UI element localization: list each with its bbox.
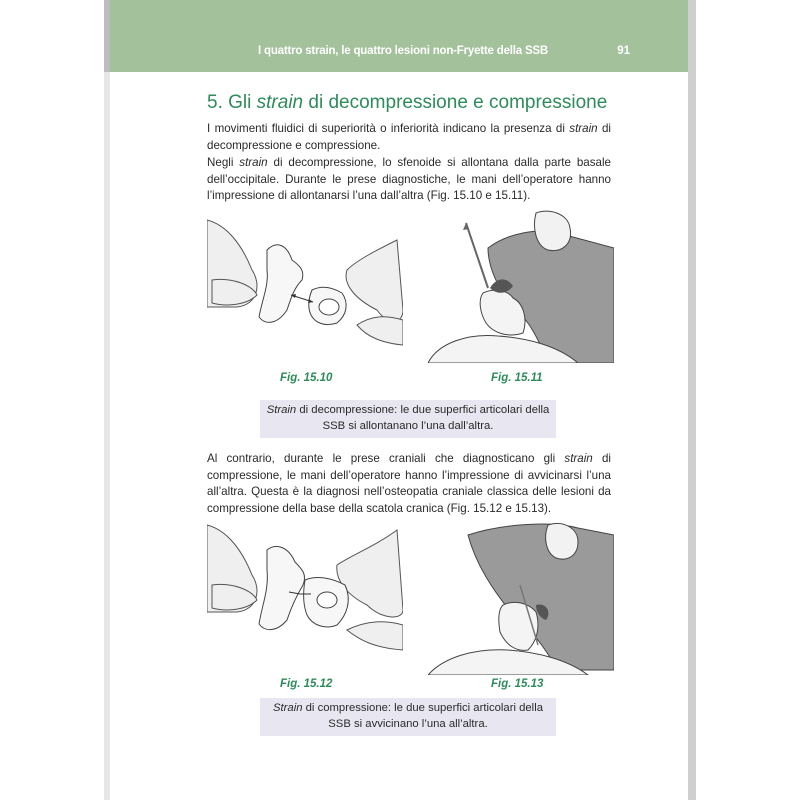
- running-head: I quattro strain, le quattro lesioni non-Fryette della SSB: [258, 45, 548, 57]
- bones-apart-drawing: [207, 215, 403, 347]
- caption-decompression: Strain di decompressione: le due superfici articolari della SSB si allontanano l’una dall’altra.: [260, 400, 556, 438]
- figure-15-10-illustration: [207, 215, 403, 347]
- figure-label-15-12: Fig. 15.12: [280, 678, 333, 690]
- operator-compression-drawing: [428, 520, 614, 675]
- book-page: [110, 0, 688, 800]
- figure-label-15-10: Fig. 15.10: [280, 372, 333, 384]
- section-title: 5. Gli strain di decompressione e compressione: [207, 92, 608, 113]
- section-number: 5.: [207, 92, 223, 113]
- page-header: [110, 0, 688, 72]
- figure-15-12-illustration: [207, 520, 403, 652]
- figure-label-15-11: Fig. 15.11: [491, 372, 543, 384]
- operator-decompression-drawing: [428, 208, 614, 363]
- figure-15-11-illustration: [428, 208, 614, 363]
- bones-together-drawing: [207, 520, 403, 652]
- viewer-scrollbar[interactable]: [688, 0, 696, 800]
- caption-compression: Strain di compressione: le due superfici articolari della SSB si avvicinano l’una all’altra.: [260, 698, 556, 736]
- figure-label-15-13: Fig. 15.13: [491, 678, 544, 690]
- paragraph-intro: I movimenti fluidici di superiorità o inferiorità indicano la presenza di strain di decompressione e compressione.: [207, 122, 611, 152]
- paragraph-decompression: Negli strain di decompressione, lo sfenoide si allontana dalla parte basale dell’occipitale. Durante le prese diagnostiche, le mani dell’operatore hanno l’impressione di allontanarsi l’una dall’altra (Fig. 15.10 e 15.11).: [207, 156, 611, 202]
- paragraph-compression: Al contrario, durante le prese craniali che diagnosticano gli strain di compressione, le mani dell’operatore hanno l’impressione di avvicinarsi l’una all’altra. Questa è la diagnosi nell’osteopatia craniale classica delle lesioni da compressione della base della scatola cranica (Fig. 15.12 e 15.13).: [207, 452, 611, 515]
- figure-15-13-illustration: [428, 520, 614, 675]
- page-number: 91: [617, 45, 630, 57]
